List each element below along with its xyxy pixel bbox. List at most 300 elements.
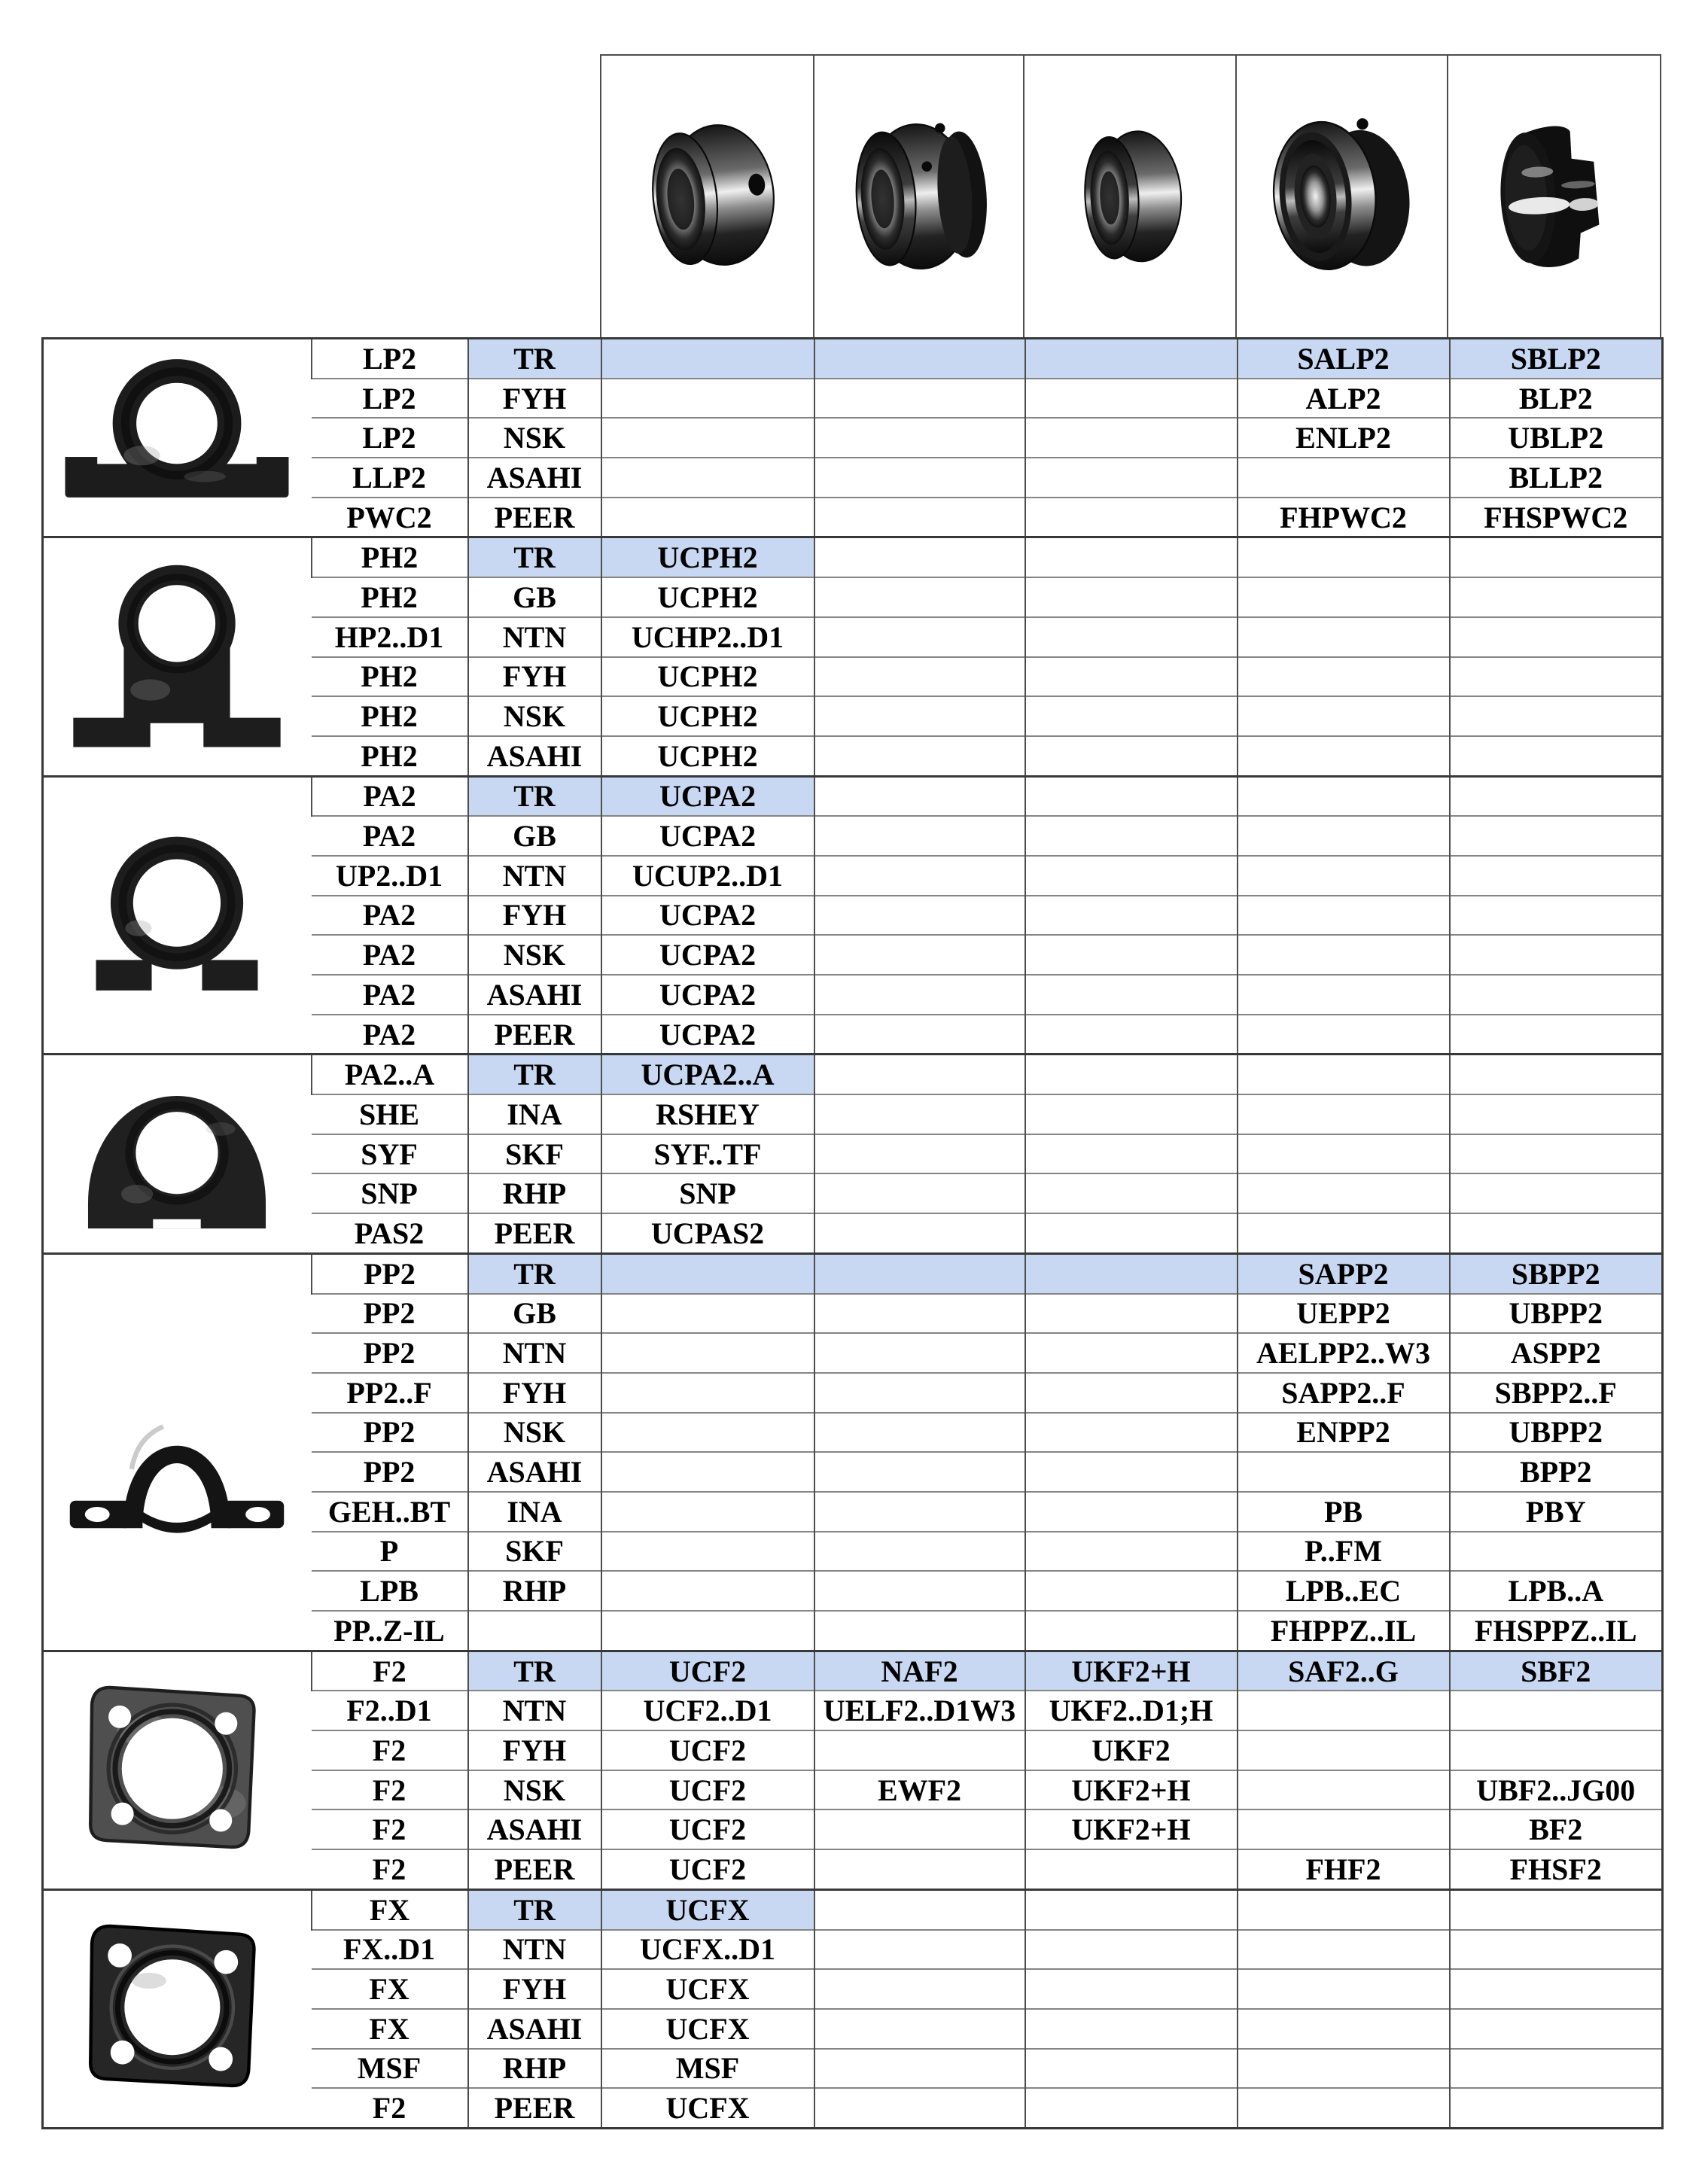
interchange-cell-5 bbox=[1450, 736, 1663, 776]
interchange-cell-4: UEPP2 bbox=[1238, 1294, 1450, 1334]
brand-cell: PEER bbox=[468, 1849, 601, 1889]
table-row bbox=[43, 537, 1663, 577]
interchange-cell-3 bbox=[1025, 1452, 1238, 1492]
interchange-cell-3 bbox=[1025, 379, 1238, 418]
interchange-cell-2 bbox=[814, 1969, 1025, 2009]
section-square-flange-f bbox=[43, 1651, 1663, 1889]
interchange-cell-1: UCFX..D1 bbox=[601, 1930, 814, 1970]
interchange-cell-2 bbox=[814, 339, 1025, 379]
brand-cell: NSK bbox=[468, 1413, 601, 1453]
interchange-cell-4 bbox=[1238, 896, 1450, 936]
model-cell: PP2 bbox=[312, 1333, 468, 1373]
interchange-cell-3 bbox=[1025, 1611, 1238, 1651]
brand-cell: ASAHI bbox=[468, 1809, 601, 1849]
brand-cell: TR bbox=[468, 537, 601, 577]
interchange-cell-2 bbox=[814, 577, 1025, 617]
interchange-cell-2 bbox=[814, 657, 1025, 697]
interchange-cell-4: SAF2..G bbox=[1238, 1651, 1450, 1691]
model-cell: PP2 bbox=[312, 1294, 468, 1334]
interchange-cell-4 bbox=[1238, 1930, 1450, 1970]
model-cell: PAS2 bbox=[312, 1213, 468, 1253]
interchange-cell-5: FHSPPZ..IL bbox=[1450, 1611, 1663, 1651]
interchange-cell-2: NAF2 bbox=[814, 1651, 1025, 1691]
interchange-cell-1 bbox=[601, 1373, 814, 1413]
interchange-cell-1: UCPH2 bbox=[601, 696, 814, 736]
interchange-cell-4 bbox=[1238, 1730, 1450, 1770]
interchange-cell-4 bbox=[1238, 1094, 1450, 1134]
brand-cell: ASAHI bbox=[468, 975, 601, 1015]
interchange-cell-5: FHSF2 bbox=[1450, 1849, 1663, 1889]
interchange-cell-1: UCF2 bbox=[601, 1770, 814, 1810]
interchange-cell-3 bbox=[1025, 2088, 1238, 2128]
model-cell: SHE bbox=[312, 1094, 468, 1134]
pillow-block-ph-photo-cell bbox=[43, 537, 312, 776]
interchange-cell-5 bbox=[1450, 1134, 1663, 1174]
interchange-cell-5 bbox=[1450, 2009, 1663, 2049]
brand-cell: PEER bbox=[468, 498, 601, 537]
interchange-cell-5 bbox=[1450, 1055, 1663, 1094]
interchange-cell-4: LPB..EC bbox=[1238, 1571, 1450, 1611]
interchange-cell-5 bbox=[1450, 1730, 1663, 1770]
interchange-cell-2 bbox=[814, 2049, 1025, 2089]
brand-cell: NSK bbox=[468, 418, 601, 458]
interchange-cell-3 bbox=[1025, 1413, 1238, 1453]
interchange-cell-5 bbox=[1450, 776, 1663, 816]
interchange-cell-5: SBF2 bbox=[1450, 1651, 1663, 1691]
interchange-cell-3 bbox=[1025, 1849, 1238, 1889]
interchange-cell-4 bbox=[1238, 1015, 1450, 1055]
brand-cell: NTN bbox=[468, 856, 601, 896]
insert-photo-cell bbox=[1237, 56, 1449, 337]
interchange-cell-3 bbox=[1025, 1294, 1238, 1334]
interchange-cell-1 bbox=[601, 458, 814, 498]
interchange-cell-2 bbox=[814, 935, 1025, 975]
interchange-cell-1 bbox=[601, 1532, 814, 1572]
brand-cell: TR bbox=[468, 1889, 601, 1929]
dome-housing-pas-photo-cell bbox=[43, 1055, 312, 1253]
brand-cell: GB bbox=[468, 816, 601, 856]
section-ring-housing-pa bbox=[43, 776, 1663, 1055]
interchange-cell-2 bbox=[814, 1611, 1025, 1651]
brand-cell: INA bbox=[468, 1492, 601, 1532]
model-cell: LPB bbox=[312, 1571, 468, 1611]
interchange-cell-1: UCF2 bbox=[601, 1730, 814, 1770]
interchange-cell-2 bbox=[814, 1213, 1025, 1253]
brand-cell: ASAHI bbox=[468, 736, 601, 776]
model-cell: F2 bbox=[312, 1809, 468, 1849]
interchange-cell-2 bbox=[814, 1015, 1025, 1055]
square-flange-fx-photo bbox=[64, 1909, 290, 2108]
interchange-cell-4 bbox=[1238, 577, 1450, 617]
interchange-cell-4: FHPPZ..IL bbox=[1238, 1611, 1450, 1651]
model-cell: PP2..F bbox=[312, 1373, 468, 1413]
interchange-cell-3: UKF2..D1;H bbox=[1025, 1691, 1238, 1730]
interchange-cell-3 bbox=[1025, 1055, 1238, 1094]
interchange-cell-2 bbox=[814, 2088, 1025, 2128]
interchange-cell-5: UBLP2 bbox=[1450, 418, 1663, 458]
ring-housing-pa-photo bbox=[64, 829, 290, 1001]
interchange-cell-5 bbox=[1450, 1969, 1663, 2009]
interchange-cell-4: FHPWC2 bbox=[1238, 498, 1450, 537]
model-cell: P bbox=[312, 1532, 468, 1572]
interchange-cell-1: UCPA2 bbox=[601, 776, 814, 816]
interchange-cell-3 bbox=[1025, 1094, 1238, 1134]
interchange-cell-1: UCFX bbox=[601, 2009, 814, 2049]
dome-housing-pas-photo bbox=[64, 1068, 290, 1240]
interchange-cell-4 bbox=[1238, 1452, 1450, 1492]
interchange-cell-4: SAPP2..F bbox=[1238, 1373, 1450, 1413]
model-cell: SNP bbox=[312, 1173, 468, 1213]
brand-cell: PEER bbox=[468, 1015, 601, 1055]
interchange-cell-4 bbox=[1238, 975, 1450, 1015]
interchange-cell-5 bbox=[1450, 1930, 1663, 1970]
interchange-cell-4 bbox=[1238, 537, 1450, 577]
interchange-cell-5 bbox=[1450, 696, 1663, 736]
interchange-cell-5 bbox=[1450, 816, 1663, 856]
interchange-cell-4 bbox=[1238, 776, 1450, 816]
interchange-cell-1 bbox=[601, 1333, 814, 1373]
interchange-cell-1 bbox=[601, 1253, 814, 1293]
interchange-cell-2 bbox=[814, 1055, 1025, 1094]
table-row bbox=[43, 1651, 1663, 1691]
table-row bbox=[43, 776, 1663, 816]
model-cell: PP..Z-IL bbox=[312, 1611, 468, 1651]
interchange-cell-2 bbox=[814, 1094, 1025, 1134]
model-cell: FX bbox=[312, 2009, 468, 2049]
interchange-cell-5: UBF2..JG00 bbox=[1450, 1770, 1663, 1810]
interchange-cell-1: UCPA2 bbox=[601, 935, 814, 975]
interchange-cell-3 bbox=[1025, 1253, 1238, 1293]
interchange-cell-1: UCF2..D1 bbox=[601, 1691, 814, 1730]
model-cell: MSF bbox=[312, 2049, 468, 2089]
interchange-cell-3 bbox=[1025, 935, 1238, 975]
model-cell: PP2 bbox=[312, 1413, 468, 1453]
interchange-cell-2 bbox=[814, 1809, 1025, 1849]
interchange-cell-2 bbox=[814, 1253, 1025, 1293]
section-steel-strap-pp bbox=[43, 1253, 1663, 1651]
interchange-cell-5 bbox=[1450, 577, 1663, 617]
interchange-cell-3 bbox=[1025, 1969, 1238, 2009]
interchange-cell-3 bbox=[1025, 1213, 1238, 1253]
model-cell: PP2 bbox=[312, 1253, 468, 1293]
model-cell: PA2 bbox=[312, 975, 468, 1015]
bearing-insert-narrow-icon bbox=[1066, 101, 1194, 293]
interchange-cell-2 bbox=[814, 1333, 1025, 1373]
brand-cell: TR bbox=[468, 1651, 601, 1691]
interchange-cell-5: FHSPWC2 bbox=[1450, 498, 1663, 537]
insert-photo-header bbox=[600, 54, 1661, 337]
brand-cell: TR bbox=[468, 339, 601, 379]
brand-cell: SKF bbox=[468, 1532, 601, 1572]
interchange-cell-1: UCPA2 bbox=[601, 816, 814, 856]
section-pillow-block-ph bbox=[43, 537, 1663, 776]
interchange-cell-3 bbox=[1025, 2009, 1238, 2049]
interchange-cell-1 bbox=[601, 1452, 814, 1492]
interchange-cell-4 bbox=[1238, 1134, 1450, 1174]
interchange-cell-4: P..FM bbox=[1238, 1532, 1450, 1572]
steel-strap-pp-photo bbox=[60, 1366, 294, 1538]
brand-cell: INA bbox=[468, 1094, 601, 1134]
interchange-cell-1 bbox=[601, 498, 814, 537]
interchange-cell-1: SNP bbox=[601, 1173, 814, 1213]
interchange-cell-2 bbox=[814, 2009, 1025, 2049]
brand-cell: NSK bbox=[468, 935, 601, 975]
interchange-cell-2 bbox=[814, 1452, 1025, 1492]
interchange-cell-1 bbox=[601, 1611, 814, 1651]
model-cell: F2 bbox=[312, 1849, 468, 1889]
interchange-cell-3 bbox=[1025, 577, 1238, 617]
interchange-cell-2 bbox=[814, 736, 1025, 776]
interchange-cell-1 bbox=[601, 1571, 814, 1611]
model-cell: PA2 bbox=[312, 935, 468, 975]
interchange-cell-3 bbox=[1025, 1889, 1238, 1929]
interchange-cell-4 bbox=[1238, 1889, 1450, 1929]
bearing-insert-locking-collar-icon bbox=[834, 95, 1003, 298]
interchange-cell-5: UBPP2 bbox=[1450, 1413, 1663, 1453]
interchange-cell-1: UCUP2..D1 bbox=[601, 856, 814, 896]
table-row bbox=[43, 1889, 1663, 1929]
insert-photo-cell bbox=[1448, 56, 1660, 337]
interchange-cell-3: UKF2+H bbox=[1025, 1809, 1238, 1849]
section-pillow-block-lp bbox=[43, 339, 1663, 537]
pillow-block-ph-photo bbox=[64, 557, 290, 756]
model-cell: UP2..D1 bbox=[312, 856, 468, 896]
bearing-insert-shiny-face-collar-icon bbox=[1256, 93, 1429, 300]
interchange-cell-5: PBY bbox=[1450, 1492, 1663, 1532]
interchange-cell-1: SYF..TF bbox=[601, 1134, 814, 1174]
interchange-cell-4 bbox=[1238, 1809, 1450, 1849]
model-cell: F2 bbox=[312, 1730, 468, 1770]
interchange-cell-4: FHF2 bbox=[1238, 1849, 1450, 1889]
interchange-cell-3 bbox=[1025, 1571, 1238, 1611]
interchange-cell-2: UELF2..D1W3 bbox=[814, 1691, 1025, 1730]
model-cell: PH2 bbox=[312, 537, 468, 577]
interchange-cell-2 bbox=[814, 537, 1025, 577]
brand-cell: TR bbox=[468, 776, 601, 816]
model-cell: PP2 bbox=[312, 1452, 468, 1492]
interchange-cell-5: BPP2 bbox=[1450, 1452, 1663, 1492]
interchange-cell-1: UCPH2 bbox=[601, 736, 814, 776]
interchange-cell-5 bbox=[1450, 896, 1663, 936]
interchange-cell-3 bbox=[1025, 617, 1238, 657]
interchange-cell-5: SBLP2 bbox=[1450, 339, 1663, 379]
interchange-cell-4 bbox=[1238, 935, 1450, 975]
interchange-cell-5 bbox=[1450, 2049, 1663, 2089]
interchange-cell-2 bbox=[814, 617, 1025, 657]
interchange-cell-5 bbox=[1450, 657, 1663, 697]
interchange-cell-4 bbox=[1238, 1969, 1450, 2009]
model-cell: F2..D1 bbox=[312, 1691, 468, 1730]
interchange-cell-2 bbox=[814, 1532, 1025, 1572]
interchange-cell-2 bbox=[814, 379, 1025, 418]
interchange-cell-5 bbox=[1450, 856, 1663, 896]
interchange-cell-1 bbox=[601, 339, 814, 379]
model-cell: SYF bbox=[312, 1134, 468, 1174]
interchange-cell-1 bbox=[601, 1294, 814, 1334]
interchange-cell-1: UCPH2 bbox=[601, 657, 814, 697]
interchange-cell-4 bbox=[1238, 458, 1450, 498]
bearing-insert-set-screw-icon bbox=[625, 98, 789, 295]
interchange-cell-2 bbox=[814, 816, 1025, 856]
interchange-cell-3 bbox=[1025, 657, 1238, 697]
model-cell: PH2 bbox=[312, 657, 468, 697]
interchange-cell-3 bbox=[1025, 458, 1238, 498]
interchange-cell-3 bbox=[1025, 1134, 1238, 1174]
brand-cell: FYH bbox=[468, 1373, 601, 1413]
interchange-cell-2 bbox=[814, 498, 1025, 537]
interchange-cell-4 bbox=[1238, 736, 1450, 776]
interchange-cell-4: AELPP2..W3 bbox=[1238, 1333, 1450, 1373]
square-flange-f-photo bbox=[64, 1670, 290, 1870]
brand-cell bbox=[468, 1611, 601, 1651]
model-cell: FX..D1 bbox=[312, 1930, 468, 1970]
interchange-cell-1 bbox=[601, 418, 814, 458]
section-square-flange-fx bbox=[43, 1889, 1663, 2128]
interchange-cell-5 bbox=[1450, 537, 1663, 577]
interchange-cell-5: ASPP2 bbox=[1450, 1333, 1663, 1373]
brand-cell: PEER bbox=[468, 2088, 601, 2128]
interchange-cell-4: ENPP2 bbox=[1238, 1413, 1450, 1453]
interchange-cell-3 bbox=[1025, 696, 1238, 736]
interchange-cell-3 bbox=[1025, 1373, 1238, 1413]
interchange-cell-3 bbox=[1025, 418, 1238, 458]
model-cell: F2 bbox=[312, 2088, 468, 2128]
interchange-cell-2: EWF2 bbox=[814, 1770, 1025, 1810]
interchange-cell-2 bbox=[814, 1413, 1025, 1453]
interchange-cell-4 bbox=[1238, 2049, 1450, 2089]
interchange-cell-5: BF2 bbox=[1450, 1809, 1663, 1849]
interchange-cell-5: SBPP2 bbox=[1450, 1253, 1663, 1293]
model-cell: LP2 bbox=[312, 339, 468, 379]
brand-cell: ASAHI bbox=[468, 2009, 601, 2049]
interchange-cell-1: MSF bbox=[601, 2049, 814, 2089]
interchange-cell-1: UCFX bbox=[601, 1889, 814, 1929]
interchange-cell-2 bbox=[814, 1373, 1025, 1413]
interchange-cell-2 bbox=[814, 1294, 1025, 1334]
model-cell: PA2..A bbox=[312, 1055, 468, 1094]
interchange-cell-2 bbox=[814, 1571, 1025, 1611]
cross-reference-table bbox=[41, 337, 1664, 2129]
brand-cell: NSK bbox=[468, 1770, 601, 1810]
interchange-cell-1 bbox=[601, 1413, 814, 1453]
interchange-cell-2 bbox=[814, 1930, 1025, 1970]
interchange-cell-3 bbox=[1025, 1333, 1238, 1373]
brand-cell: TR bbox=[468, 1253, 601, 1293]
brand-cell: GB bbox=[468, 577, 601, 617]
interchange-cell-1: UCPA2 bbox=[601, 975, 814, 1015]
brand-cell: PEER bbox=[468, 1213, 601, 1253]
interchange-cell-5: UBPP2 bbox=[1450, 1294, 1663, 1334]
brand-cell: FYH bbox=[468, 657, 601, 697]
interchange-cell-5 bbox=[1450, 1015, 1663, 1055]
interchange-cell-3 bbox=[1025, 2049, 1238, 2089]
interchange-cell-3 bbox=[1025, 537, 1238, 577]
interchange-cell-4 bbox=[1238, 696, 1450, 736]
interchange-cell-4 bbox=[1238, 816, 1450, 856]
interchange-cell-3 bbox=[1025, 896, 1238, 936]
brand-cell: NTN bbox=[468, 617, 601, 657]
brand-cell: NTN bbox=[468, 1930, 601, 1970]
interchange-cell-3 bbox=[1025, 856, 1238, 896]
model-cell: PWC2 bbox=[312, 498, 468, 537]
interchange-cell-4: SAPP2 bbox=[1238, 1253, 1450, 1293]
interchange-cell-5: LPB..A bbox=[1450, 1571, 1663, 1611]
interchange-cell-1: UCFX bbox=[601, 1969, 814, 2009]
interchange-cell-1: UCPA2..A bbox=[601, 1055, 814, 1094]
ring-housing-pa-photo-cell bbox=[43, 776, 312, 1055]
model-cell: PA2 bbox=[312, 776, 468, 816]
interchange-cell-3 bbox=[1025, 339, 1238, 379]
interchange-cell-4 bbox=[1238, 1173, 1450, 1213]
interchange-cell-4 bbox=[1238, 2009, 1450, 2049]
interchange-cell-2 bbox=[814, 1730, 1025, 1770]
section-dome-housing-pas bbox=[43, 1055, 1663, 1253]
interchange-cell-3 bbox=[1025, 776, 1238, 816]
interchange-cell-1 bbox=[601, 379, 814, 418]
model-cell: PH2 bbox=[312, 736, 468, 776]
interchange-cell-3 bbox=[1025, 1532, 1238, 1572]
interchange-cell-4: PB bbox=[1238, 1492, 1450, 1532]
interchange-cell-2 bbox=[814, 776, 1025, 816]
brand-cell: RHP bbox=[468, 1173, 601, 1213]
brand-cell: TR bbox=[468, 1055, 601, 1094]
interchange-cell-1: UCF2 bbox=[601, 1849, 814, 1889]
interchange-cell-5 bbox=[1450, 2088, 1663, 2128]
interchange-cell-2 bbox=[814, 975, 1025, 1015]
interchange-cell-5 bbox=[1450, 975, 1663, 1015]
brand-cell: RHP bbox=[468, 2049, 601, 2089]
interchange-cell-3 bbox=[1025, 816, 1238, 856]
interchange-cell-4 bbox=[1238, 1691, 1450, 1730]
brand-cell: NTN bbox=[468, 1333, 601, 1373]
model-cell: LP2 bbox=[312, 379, 468, 418]
interchange-cell-1: UCPA2 bbox=[601, 896, 814, 936]
interchange-cell-3 bbox=[1025, 1173, 1238, 1213]
interchange-cell-2 bbox=[814, 856, 1025, 896]
interchange-cell-1: UCPH2 bbox=[601, 577, 814, 617]
brand-cell: ASAHI bbox=[468, 458, 601, 498]
interchange-cell-2 bbox=[814, 1889, 1025, 1929]
brand-cell: SKF bbox=[468, 1134, 601, 1174]
table-row bbox=[43, 1253, 1663, 1293]
insert-photo-cell bbox=[814, 56, 1025, 337]
model-cell: PH2 bbox=[312, 577, 468, 617]
model-cell: LLP2 bbox=[312, 458, 468, 498]
interchange-cell-2 bbox=[814, 896, 1025, 936]
interchange-cell-2 bbox=[814, 696, 1025, 736]
brand-cell: FYH bbox=[468, 379, 601, 418]
brand-cell: ASAHI bbox=[468, 1452, 601, 1492]
square-flange-f-photo-cell bbox=[43, 1651, 312, 1889]
brand-cell: FYH bbox=[468, 1730, 601, 1770]
model-cell: FX bbox=[312, 1889, 468, 1929]
model-cell: PA2 bbox=[312, 896, 468, 936]
interchange-cell-3: UKF2 bbox=[1025, 1730, 1238, 1770]
interchange-cell-2 bbox=[814, 1492, 1025, 1532]
interchange-cell-4 bbox=[1238, 1213, 1450, 1253]
interchange-cell-1 bbox=[601, 1492, 814, 1532]
interchange-cell-4: SALP2 bbox=[1238, 339, 1450, 379]
interchange-cell-5 bbox=[1450, 935, 1663, 975]
table-row bbox=[43, 1055, 1663, 1094]
interchange-cell-3: UKF2+H bbox=[1025, 1770, 1238, 1810]
interchange-cell-4 bbox=[1238, 657, 1450, 697]
interchange-cell-4: ENLP2 bbox=[1238, 418, 1450, 458]
interchange-cell-1: UCPA2 bbox=[601, 1015, 814, 1055]
interchange-cell-4 bbox=[1238, 856, 1450, 896]
brand-cell: RHP bbox=[468, 1571, 601, 1611]
interchange-cell-5 bbox=[1450, 1213, 1663, 1253]
